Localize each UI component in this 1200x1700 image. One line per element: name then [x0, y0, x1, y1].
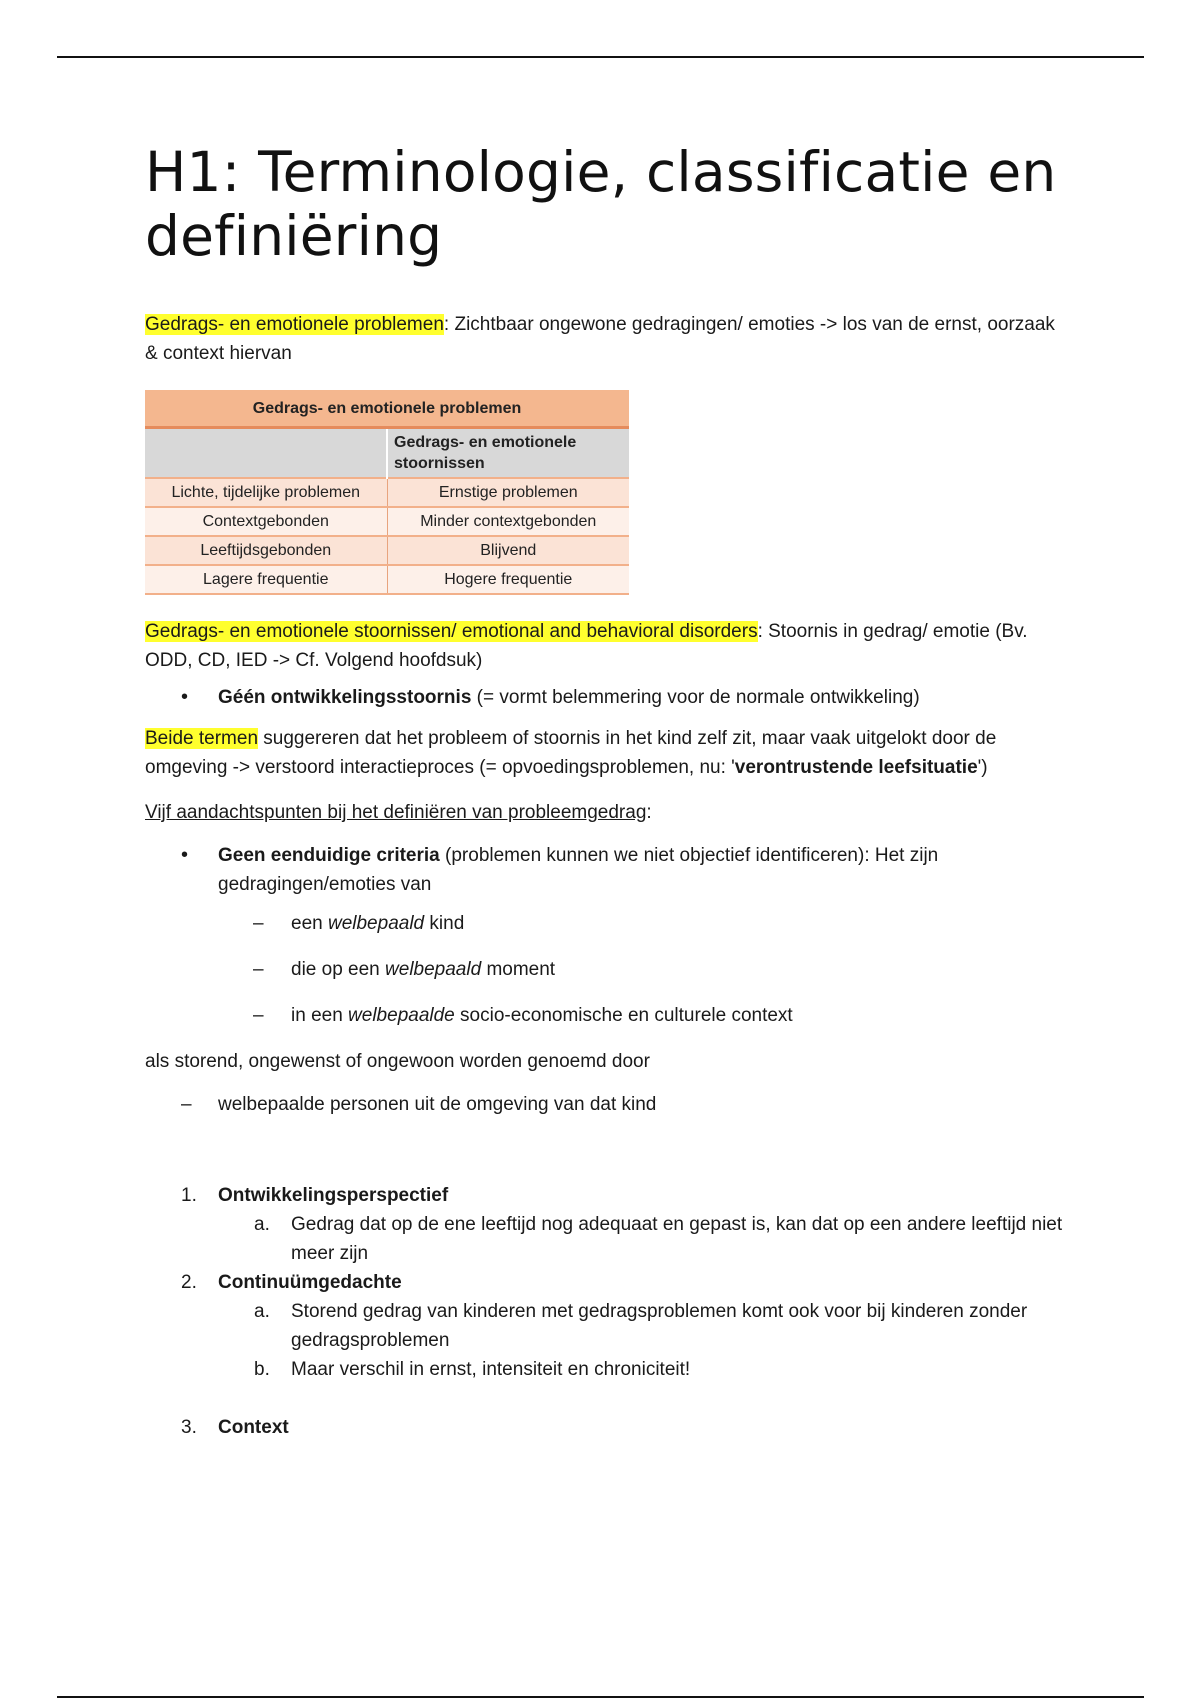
numbered-item	[145, 1413, 1065, 1442]
item-number: 2.	[181, 1272, 197, 1293]
list-item	[145, 683, 1065, 712]
table-cell: Hogere frequentie	[387, 565, 629, 594]
dash-icon: –	[253, 913, 264, 934]
paragraph-disorders-definition	[145, 617, 1065, 675]
numbered-item	[145, 1268, 1065, 1384]
dash-item	[145, 1001, 1065, 1030]
paragraph-text: : Stoornis in gedrag/ emotie (Bv. ODD, CD, IED -> Cf. Volgend hoofdsuk)	[145, 621, 1028, 671]
bullet-list	[145, 683, 1065, 712]
top-rule	[57, 56, 1144, 58]
paragraph-as-disturbing: als storend, ongewenst of ongewoon worden genoemd door	[145, 1051, 650, 1072]
table-cell: Minder contextgebonden	[387, 507, 629, 536]
sub-item-letter: a.	[254, 1214, 270, 1235]
numbered-item	[145, 1181, 1065, 1268]
problems-comparison-table	[145, 390, 629, 595]
highlighted-term: Gedrags- en emotionele problemen	[145, 314, 444, 335]
paragraph-problems-definition	[145, 310, 1065, 368]
paragraph-five-points	[145, 798, 1065, 827]
table-cell: Lichte, tijdelijke problemen	[145, 478, 387, 507]
sub-item	[218, 1355, 1065, 1384]
table-title: Gedrags- en emotionele problemen	[145, 390, 629, 428]
bullet-icon: •	[181, 686, 189, 708]
dash-text: moment	[481, 959, 556, 980]
underlined-heading: Vijf aandachtspunten bij het definiëren van probleemgedrag	[145, 802, 647, 823]
numbered-list	[145, 1181, 1065, 1442]
item-number: 1.	[181, 1185, 197, 1206]
table-header-right: Gedrags- en emotionele stoornissen	[387, 428, 629, 479]
table-header-empty	[145, 428, 387, 479]
table-cell: Leeftijdsgebonden	[145, 536, 387, 565]
paragraph-text: : Zichtbaar ongewone gedragingen/ emoties -> los van de ernst, oorzaak & context hiervan	[145, 314, 1055, 364]
dash-list	[145, 909, 1065, 1030]
sub-item	[218, 1297, 1065, 1355]
sub-item	[218, 1210, 1065, 1268]
page-title: H1: Terminologie, classificatie en definiëring	[145, 140, 1057, 268]
table-cell: Lagere frequentie	[145, 565, 387, 594]
sub-item-text: Gedrag dat op de ene leeftijd nog adequaat en gepast is, kan dat op een andere leeftijd niet meer zijn	[291, 1214, 1063, 1264]
document-body	[145, 140, 1065, 1442]
dash-item	[145, 1090, 1065, 1119]
bold-term: verontrustende leefsituatie	[734, 757, 978, 778]
dash-text: een	[291, 913, 328, 934]
list-item-text: (= vormt belemmering voor de normale ontwikkeling)	[471, 687, 920, 708]
paragraph-text-end: :	[646, 802, 652, 823]
table-cell: Contextgebonden	[145, 507, 387, 536]
italic-term: welbepaald	[385, 959, 482, 980]
dash-text: in een	[291, 1005, 349, 1026]
bullet-icon: •	[181, 844, 189, 866]
highlighted-term: Beide termen	[145, 728, 259, 749]
item-title: Continuümgedachte	[218, 1272, 402, 1293]
bullet-list	[145, 841, 1065, 899]
list-item-text: (problemen kunnen we niet objectief identificeren): Het zijn gedragingen/emoties van	[218, 845, 939, 895]
bottom-rule	[57, 1696, 1144, 1698]
dash-item	[145, 909, 1065, 938]
bold-term: Géén ontwikkelingsstoornis	[218, 687, 472, 708]
item-title: Context	[218, 1417, 289, 1438]
paragraph-both-terms	[145, 724, 1065, 782]
sub-list	[218, 1297, 1065, 1384]
highlighted-term: Gedrags- en emotionele stoornissen/ emotional and behavioral disorders	[145, 621, 758, 642]
dash-text: socio-economische en culturele context	[454, 1005, 793, 1026]
sub-item-letter: b.	[254, 1359, 270, 1380]
sub-item-letter: a.	[254, 1301, 270, 1322]
dash-text: die op een	[291, 959, 386, 980]
italic-term: welbepaalde	[348, 1005, 455, 1026]
table-cell: Blijvend	[387, 536, 629, 565]
dash-icon: –	[181, 1094, 192, 1115]
table-cell: Ernstige problemen	[387, 478, 629, 507]
item-title: Ontwikkelingsperspectief	[218, 1185, 449, 1206]
item-number: 3.	[181, 1417, 197, 1438]
dash-icon: –	[253, 1005, 264, 1026]
dash-text: welbepaalde personen uit de omgeving van dat kind	[218, 1094, 657, 1115]
list-item	[145, 841, 1065, 899]
sub-list	[218, 1210, 1065, 1268]
paragraph-text-end: ')	[977, 757, 988, 778]
sub-item-text: Storend gedrag van kinderen met gedragsproblemen komt ook voor bij kinderen zonder gedragsproblemen	[291, 1301, 1028, 1351]
dash-text: kind	[424, 913, 465, 934]
paragraph-text: suggereren dat het probleem of stoornis in het kind zelf zit, maar vaak uitgelokt door de omgeving -> verstoord interactieproces (= opvoedingsproblemen, nu: '	[145, 728, 997, 778]
dash-list	[145, 1090, 1065, 1119]
italic-term: welbepaald	[327, 913, 425, 934]
dash-item	[145, 955, 1065, 984]
dash-icon: –	[253, 959, 264, 980]
bold-term: Geen eenduidige criteria	[218, 845, 440, 866]
sub-item-text: Maar verschil in ernst, intensiteit en chroniciteit!	[291, 1359, 691, 1380]
